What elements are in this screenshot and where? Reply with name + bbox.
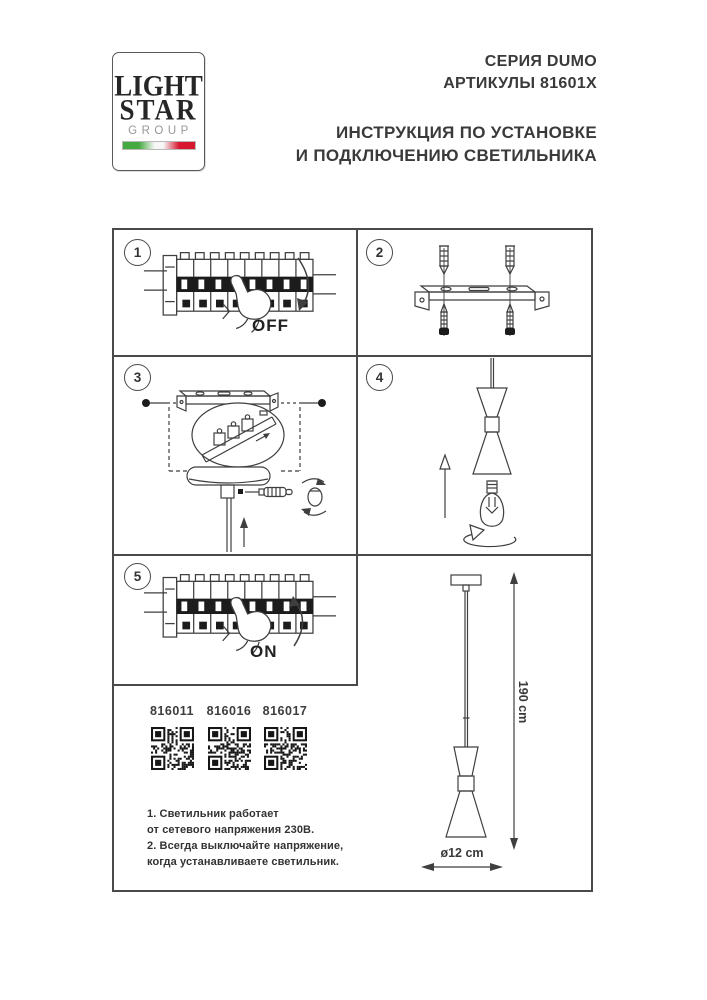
curved-arrow-down-icon bbox=[292, 256, 318, 312]
qr-label: 816011 bbox=[149, 704, 195, 718]
instruction-title-block bbox=[296, 121, 597, 167]
step-1-panel bbox=[114, 230, 356, 355]
wiring-canopy-illustration bbox=[114, 355, 356, 554]
qr-code bbox=[151, 727, 194, 770]
safety-notes bbox=[147, 806, 343, 870]
qr-item-1 bbox=[144, 702, 200, 770]
curved-arrow-up-icon bbox=[286, 596, 312, 648]
qr-item-3 bbox=[257, 702, 313, 770]
qr-label: 816017 bbox=[262, 704, 308, 718]
series-title-block bbox=[443, 51, 597, 95]
note-line-3: 2. Всегда выключайте напряжение, bbox=[147, 840, 344, 852]
qr-code bbox=[208, 727, 251, 770]
qr-code bbox=[264, 727, 307, 770]
note-line-1: 1. Светильник работает bbox=[147, 808, 279, 820]
steps-grid bbox=[112, 228, 593, 892]
note-line-2: от сетевого напряжения 230В. bbox=[147, 824, 315, 836]
instruction-line-1: ИНСТРУКЦИЯ ПО УСТАНОВКЕ bbox=[336, 123, 597, 142]
step-3-number: 3 bbox=[124, 364, 151, 391]
step-2-number: 2 bbox=[366, 239, 393, 266]
step-2-panel bbox=[356, 230, 595, 355]
on-label: ON bbox=[250, 642, 278, 661]
bracket-screws-illustration bbox=[411, 240, 551, 348]
logo-star: STAR bbox=[119, 93, 198, 127]
diameter-dimension-label: ø12 cm bbox=[440, 846, 484, 860]
step-3-panel bbox=[114, 355, 356, 554]
qr-item-2 bbox=[201, 702, 257, 770]
step-5-number: 5 bbox=[124, 563, 151, 590]
logo-group: GROUP bbox=[128, 125, 193, 137]
qr-label: 816016 bbox=[206, 704, 252, 718]
step-4-panel bbox=[356, 355, 595, 554]
lamp-dimensions-panel bbox=[356, 554, 595, 894]
lightstar-logo bbox=[112, 52, 205, 171]
pendant-lamp-illustration bbox=[356, 554, 595, 894]
step-1-number: 1 bbox=[124, 239, 151, 266]
off-label: OFF bbox=[252, 316, 289, 335]
qr-notes-panel bbox=[114, 684, 356, 894]
step-5-panel bbox=[114, 554, 356, 684]
shade-bulb-illustration bbox=[356, 355, 595, 554]
logo-light: LIGHT bbox=[114, 69, 203, 103]
italian-flag-bar bbox=[122, 141, 196, 150]
instruction-line-2: И ПОДКЛЮЧЕНИЮ СВЕТИЛЬНИКА bbox=[295, 146, 597, 165]
series-line: СЕРИЯ DUMO bbox=[484, 53, 597, 70]
step-4-number: 4 bbox=[366, 364, 393, 391]
articles-line: АРТИКУЛЫ 81601X bbox=[443, 75, 597, 92]
height-dimension-label: 190 cm bbox=[516, 680, 530, 724]
note-line-4: когда устанавливаете светильник. bbox=[147, 856, 340, 868]
